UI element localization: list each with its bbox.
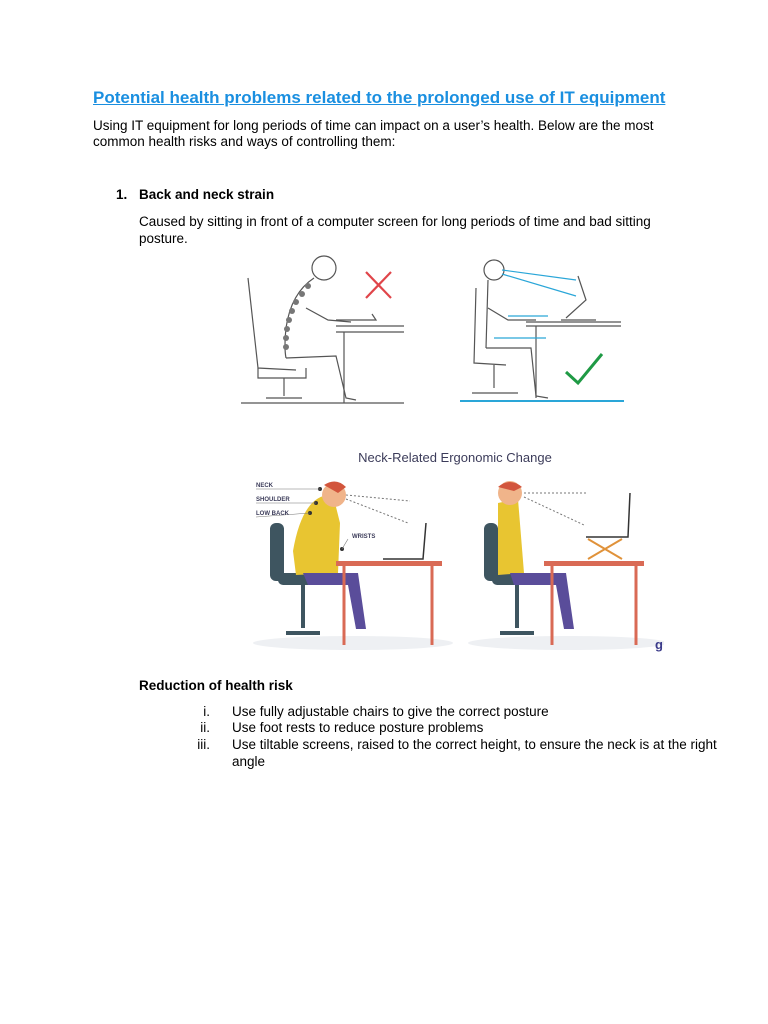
cross-icon — [366, 272, 391, 298]
good-posture-illustration — [460, 260, 624, 401]
list-item: Use foot rests to reduce posture problems — [232, 720, 484, 735]
reduction-heading: Reduction of health risk — [139, 678, 293, 693]
list-item: Use tiltable screens, raised to the correct height, to ensure the neck is at the right angle — [232, 737, 717, 769]
label-shoulder: SHOULDER — [256, 497, 290, 503]
list-item-number: i. — [203, 704, 210, 719]
posture-comparison-figure — [236, 248, 636, 408]
list-item-number: iii. — [197, 737, 210, 752]
check-icon — [566, 354, 602, 383]
spine-dots — [283, 283, 311, 350]
label-low-back: LOW BACK — [256, 511, 289, 517]
neck-ergonomics-figure — [248, 433, 664, 653]
intro-paragraph: Using IT equipment for long periods of time can impact on a user’s health. Below are the most common health risks and ways of controlling them: — [93, 118, 654, 149]
sight-lines — [494, 270, 576, 338]
section-number: 1. — [116, 187, 128, 202]
page-title: Potential health problems related to the prolonged use of IT equipment — [93, 88, 666, 107]
label-neck: NECK — [256, 483, 274, 489]
list-item-number: ii. — [200, 720, 210, 735]
section-description: Caused by sitting in front of a computer screen for long periods of time and bad sitting posture. — [139, 214, 651, 246]
bad-posture-illustration — [241, 256, 404, 403]
section-title: Back and neck strain — [139, 187, 275, 202]
label-wrists: WRISTS — [352, 534, 376, 540]
brand-logo: g — [655, 637, 663, 652]
list-item: Use fully adjustable chairs to give the correct posture — [232, 704, 549, 719]
figure-title: Neck-Related Ergonomic Change — [358, 450, 552, 465]
